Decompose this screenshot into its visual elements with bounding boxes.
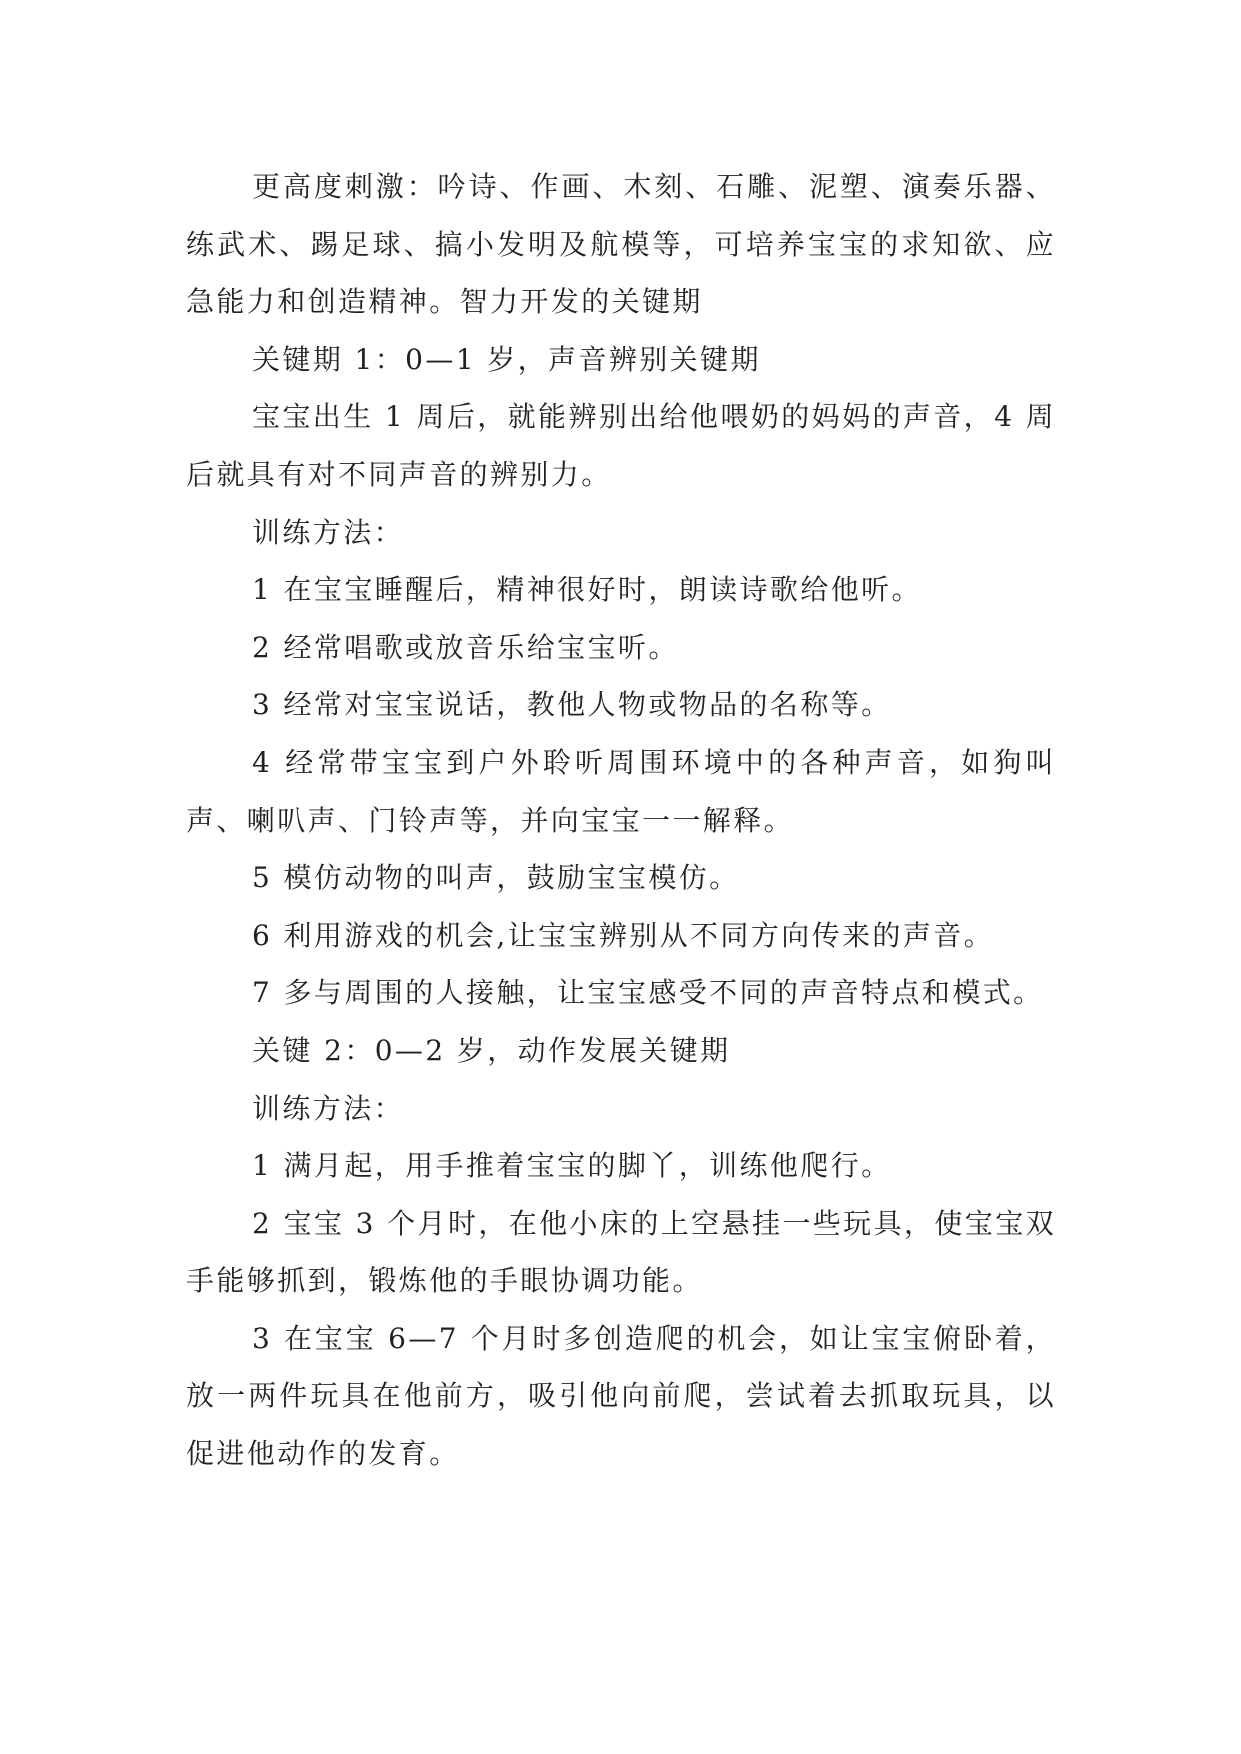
list-item-6: 6 利用游戏的机会,让宝宝辨别从不同方向传来的声音。 xyxy=(252,918,995,952)
list-item-5: 5 模仿动物的叫声，鼓励宝宝模仿。 xyxy=(252,861,740,895)
heading-critical-period-1: 关键期 1：0—1 岁，声音辨别关键期 xyxy=(252,342,761,376)
list-item-2-2: 2 宝宝 3 个月时，在他小床的上空悬挂一些玩具，使宝宝双手能够抓到，锻炼他的手眼协调功能。 xyxy=(186,1206,1056,1298)
list-item-7: 7 多与周围的人接触，让宝宝感受不同的声音特点和模式。 xyxy=(252,976,1044,1010)
list-item-1: 1 在宝宝睡醒后，精神很好时，朗读诗歌给他听。 xyxy=(252,573,922,607)
paragraph-sound-recognition: 宝宝出生 1 周后，就能辨别出给他喂奶的妈妈的声音，4 周后就具有对不同声音的辨别力。 xyxy=(186,400,1056,491)
heading-critical-period-2: 关键 2：0—2 岁，动作发展关键期 xyxy=(252,1033,731,1067)
document-body xyxy=(186,158,1056,1483)
list-item-4: 4 经常带宝宝到户外聆听周围环境中的各种声音，如狗叫声、喇叭声、门铃声等，并向宝宝一一解释。 xyxy=(186,745,1056,837)
heading-training-methods-1: 训练方法： xyxy=(252,515,405,549)
list-item-3: 3 经常对宝宝说话，教他人物或物品的名称等。 xyxy=(252,688,892,722)
list-item-2-3: 3 在宝宝 6—7 个月时多创造爬的机会，如让宝宝俯卧着，放一两件玩具在他前方，吸引他向前爬，尝试着去抓取玩具，以促进他动作的发育。 xyxy=(186,1321,1056,1471)
list-item-2-1: 1 满月起，用手推着宝宝的脚丫，训练他爬行。 xyxy=(252,1149,892,1183)
paragraph-intro-stimulation: 更高度刺激：吟诗、作画、木刻、石雕、泥塑、演奏乐器、练武术、踢足球、搞小发明及航模等，可培养宝宝的求知欲、应急能力和创造精神。智力开发的关键期 xyxy=(186,170,1056,319)
list-item-2: 2 经常唱歌或放音乐给宝宝听。 xyxy=(252,630,679,664)
heading-training-methods-2: 训练方法： xyxy=(252,1091,405,1125)
